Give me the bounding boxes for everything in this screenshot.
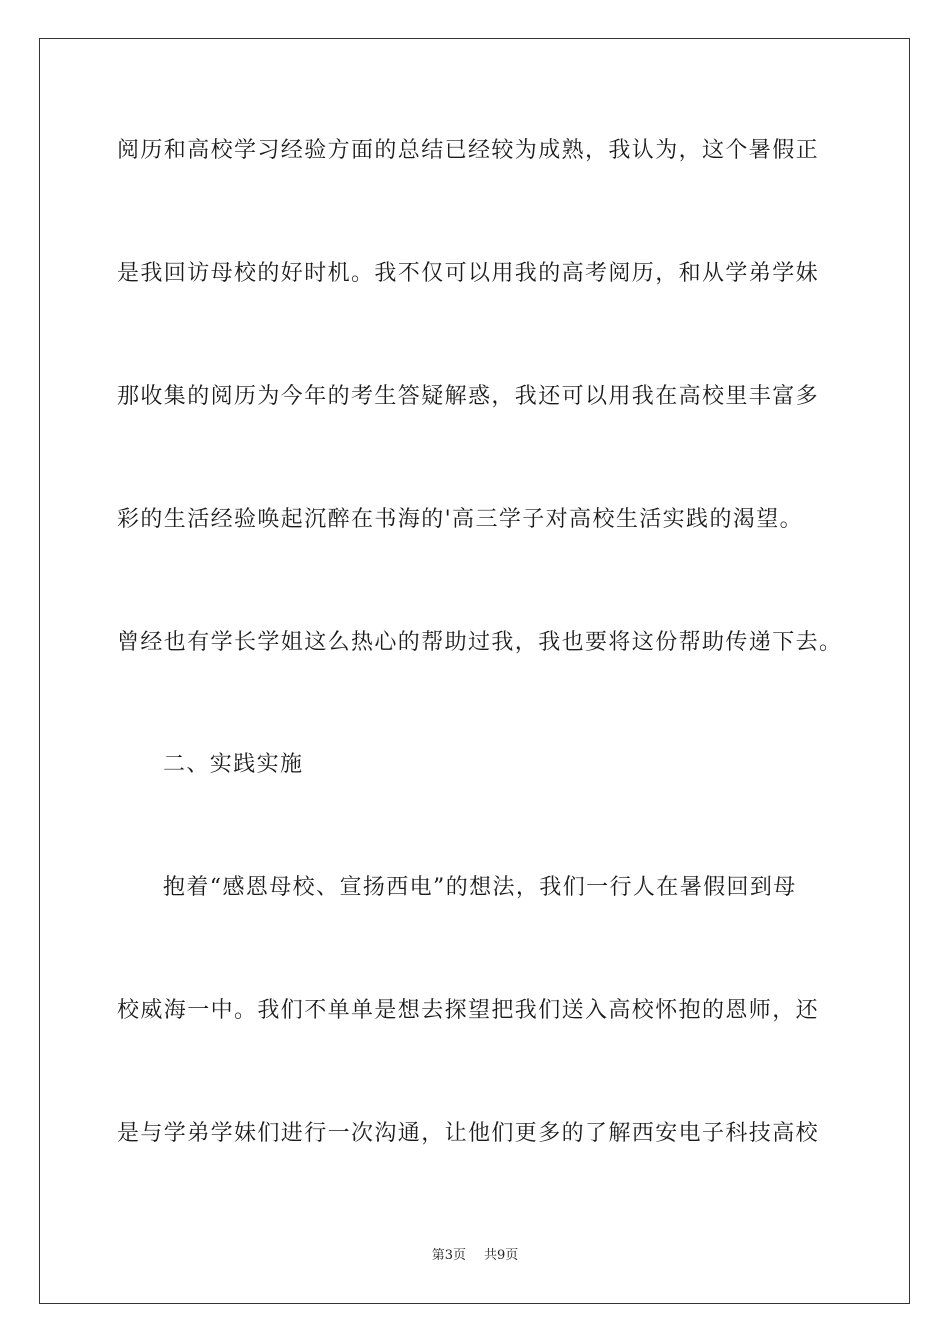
page-number: 第3页: [431, 1248, 466, 1263]
section-heading: 二、实践实施: [163, 752, 304, 777]
body-line-5: 曾经也有学长学姐这么热心的帮助过我，我也要将这份帮助传递下去。: [117, 630, 843, 655]
body-line-4: 彩的生活经验唤起沉醉在书海的'高三学子对高校生活实践的渴望。: [117, 507, 804, 532]
body-line-1: 阅历和高校学习经验方面的总结已经较为成熟，我认为，这个暑假正: [117, 138, 820, 163]
body-line-2: 是我回访母校的好时机。我不仅可以用我的高考阅历，和从学弟学妹: [117, 261, 820, 286]
body-line-8: 校威海一中。我们不单单是想去探望把我们送入高校怀抱的恩师，还: [117, 998, 820, 1023]
page-total: 共9页: [484, 1248, 519, 1263]
body-line-7: 抱着“感恩母校、宣扬西电”的想法，我们一行人在暑假回到母: [163, 875, 797, 900]
body-line-9: 是与学弟学妹们进行一次沟通，让他们更多的了解西安电子科技高校: [117, 1121, 820, 1146]
page-footer: [0, 1247, 950, 1265]
page-border: [39, 38, 910, 1304]
body-line-3: 那收集的阅历为今年的考生答疑解惑，我还可以用我在高校里丰富多: [117, 384, 820, 409]
